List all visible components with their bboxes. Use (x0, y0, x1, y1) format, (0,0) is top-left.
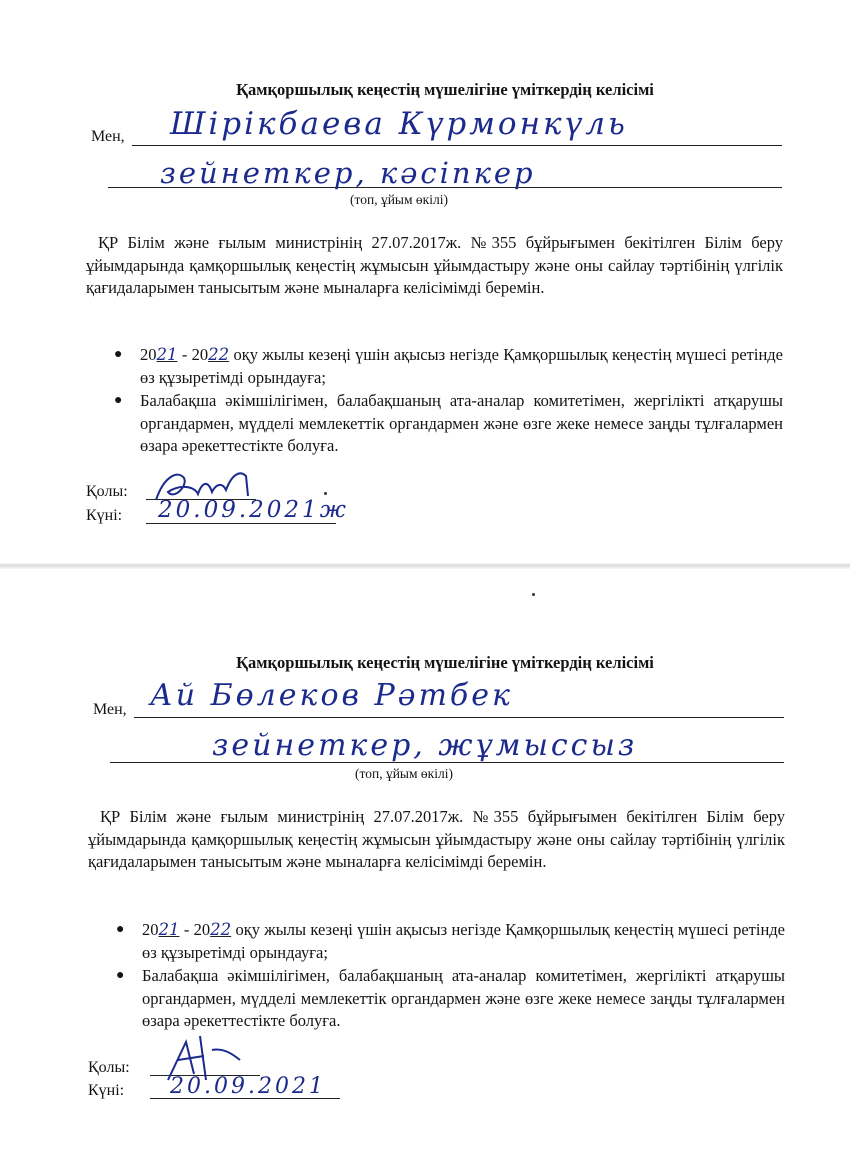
bullet-icon: ● (116, 922, 125, 937)
date-handwritten: 20.09.2021ж (158, 497, 349, 523)
intro-paragraph: ҚР Білім және ғылым министрінің 27.07.2017ж. №355 бұйрығымен бекітілген Білім беру ұйымдарында қамқоршылық кеңестің жұмысын ұйымдастыру және оны сайлау тәртібінің үлгілік қағидаларымен танысытым және мыналарға келісімімді беремін. (86, 233, 783, 298)
year-start-handwritten: 21 (158, 920, 180, 939)
list-item: ● Балабақша әкімшілігімен, балабақшаның ата-аналар комитетімен, жергілікті атқарушы органдармен, мүдделі мемлекеттік органдармен және өзге жеке немесе заңды тұлғалармен өзара әрекеттестікте болуға. (116, 966, 785, 1031)
bullet-icon: ● (116, 968, 125, 984)
name-handwritten: Ай Бөлеков Рәтбек (150, 678, 513, 713)
signature-label: Қолы: (86, 483, 128, 500)
group-caption: (топ, ұйым өкілі) (350, 192, 448, 207)
date-line (146, 523, 336, 524)
consent-form-1 (0, 0, 850, 568)
year-end-handwritten: 22 (210, 920, 232, 939)
list-item: ● 2021 - 2022 оқу жылы кезеңі үшін ақысыз негізде Қамқоршылық кеңестің мүшесі ретінде өз құзыретімді орындауға; (114, 345, 784, 387)
year-end-handwritten: 22 (208, 345, 230, 364)
ink-dot (324, 492, 327, 495)
name-line (134, 717, 784, 718)
group-handwritten: зейнеткер, жұмыссыз (212, 728, 638, 763)
date-label: Күні: (86, 507, 123, 524)
form-title: Қамқоршылық кеңестің мүшелігіне үміткердің келісімі (236, 653, 654, 672)
i-label: Мен, (93, 701, 127, 718)
consent-list (112, 344, 783, 459)
group-handwritten: зейнеткер, кәсіпкер (160, 156, 536, 190)
name-handwritten: Шірікбаева Күрмонкүль (170, 106, 628, 142)
date-handwritten: 20.09.2021 (170, 1074, 326, 1099)
i-label: Мен, (91, 128, 125, 145)
consent-list (114, 919, 785, 1034)
list-item: ● 2021 - 2022 оқу жылы кезеңі үшін ақысыз негізде Қамқоршылық кеңестің мүшесі ретінде өз құзыретімді орындауға; (116, 920, 786, 962)
list-item: ● Балабақша әкімшілігімен, балабақшаның ата-аналар комитетімен, жергілікті атқарушы органдармен, мүдделі мемлекеттік органдармен және өзге жеке немесе заңды тұлғалармен өзара әрекеттестікте болуға. (114, 391, 783, 456)
bullet-icon: ● (114, 393, 123, 409)
form-title: Қамқоршылық кеңестің мүшелігіне үміткердің келісімі (236, 80, 654, 99)
intro-paragraph: ҚР Білім және ғылым министрінің 27.07.2017ж. №355 бұйрығымен бекітілген Білім беру ұйымдарында қамқоршылық кеңестің жұмысын ұйымдастыру және оны сайлау тәртібінің үлгілік қағидаларымен танысытым және мыналарға келісімімді беремін. (88, 807, 785, 872)
signature-label: Қолы: (88, 1059, 130, 1076)
year-start-handwritten: 21 (156, 345, 178, 364)
group-caption: (топ, ұйым өкілі) (355, 766, 453, 781)
date-label: Күні: (88, 1082, 125, 1099)
name-line (132, 145, 782, 146)
bullet-icon: ● (114, 347, 123, 362)
consent-form-2 (0, 568, 850, 1170)
